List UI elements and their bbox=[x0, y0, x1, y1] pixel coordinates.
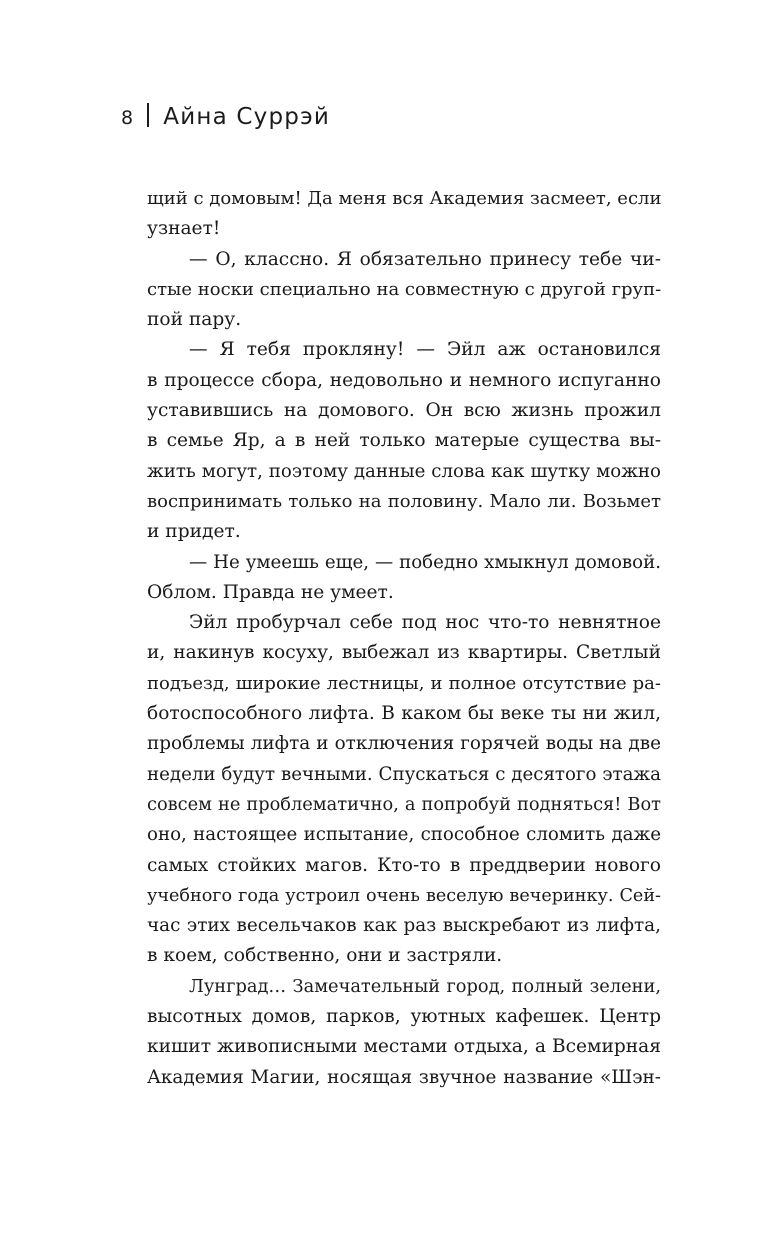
header-divider bbox=[147, 103, 149, 127]
text-line: узнает! bbox=[147, 218, 221, 240]
text-line: в семье Яр, а в ней только матерые существа вы- bbox=[147, 430, 661, 452]
text-line: Эйл пробурчал себе под нос что-то невнятное bbox=[189, 612, 661, 634]
text-line: Академия Магии, носящая звучное название «Шэн- bbox=[147, 1066, 661, 1088]
text-line: воспринимать только на половину. Мало ли. Возьмет bbox=[147, 490, 661, 512]
text-line: самых стойких магов. Кто-то в преддверии нового bbox=[147, 854, 661, 876]
running-header bbox=[121, 101, 330, 134]
text-line: учебного года устроил очень веселую вечеринку. Сей- bbox=[147, 885, 661, 906]
page-number: 8 bbox=[121, 107, 135, 129]
text-line: ботоспособного лифта. В каком бы веке ты ни жил, bbox=[147, 703, 661, 725]
text-line: высотных домов, парков, уютных кафешек. Центр bbox=[147, 1006, 661, 1028]
text-line: — Не умеешь еще, — победно хмыкнул домовой. bbox=[189, 551, 661, 573]
text-line: — О, классно. Я обязательно принесу тебе чи- bbox=[189, 248, 661, 270]
text-line: стые носки специально на совместную с другой груп- bbox=[147, 278, 661, 300]
text-line: в коем, собственно, они и застряли. bbox=[147, 945, 503, 967]
text-line: — Я тебя прокляну! — Эйл аж остановился bbox=[189, 339, 661, 361]
text-line: проблемы лифта и отключения горячей воды на две bbox=[147, 733, 661, 755]
text-line: и, накинув косуху, выбежал из квартиры. Светлый bbox=[147, 642, 661, 664]
text-line: совсем не проблематично, а попробуй подняться! Вот bbox=[147, 793, 661, 815]
text-line: недели будут вечными. Спускаться с десятого этажа bbox=[147, 763, 661, 785]
text-line: кишит живописными местами отдыха, а Всемирная bbox=[147, 1036, 661, 1058]
text-line: час этих весельчаков как раз выскребают из лифта, bbox=[147, 915, 661, 937]
author-name: Айна Суррэй bbox=[163, 104, 331, 130]
text-line: оно, настоящее испытание, способное сломить даже bbox=[147, 824, 661, 846]
text-line: Облом. Правда не умеет. bbox=[147, 581, 394, 603]
text-line: уставившись на домового. Он всю жизнь прожил bbox=[147, 400, 661, 422]
text-line: щий с домовым! Да меня вся Академия засмеет, если bbox=[147, 188, 661, 209]
text-line: Лунград… Замечательный город, полный зелени, bbox=[189, 975, 661, 997]
text-line: подъезд, широкие лестницы, и полное отсутствие ра- bbox=[147, 672, 661, 694]
text-line: в процессе сбора, недовольно и немного испуганно bbox=[147, 369, 661, 391]
text-line: и придет. bbox=[147, 521, 241, 543]
text-line: жить могут, поэтому данные слова как шутку можно bbox=[147, 460, 661, 482]
text-line: пой пару. bbox=[147, 309, 242, 331]
body-text bbox=[147, 184, 661, 1093]
